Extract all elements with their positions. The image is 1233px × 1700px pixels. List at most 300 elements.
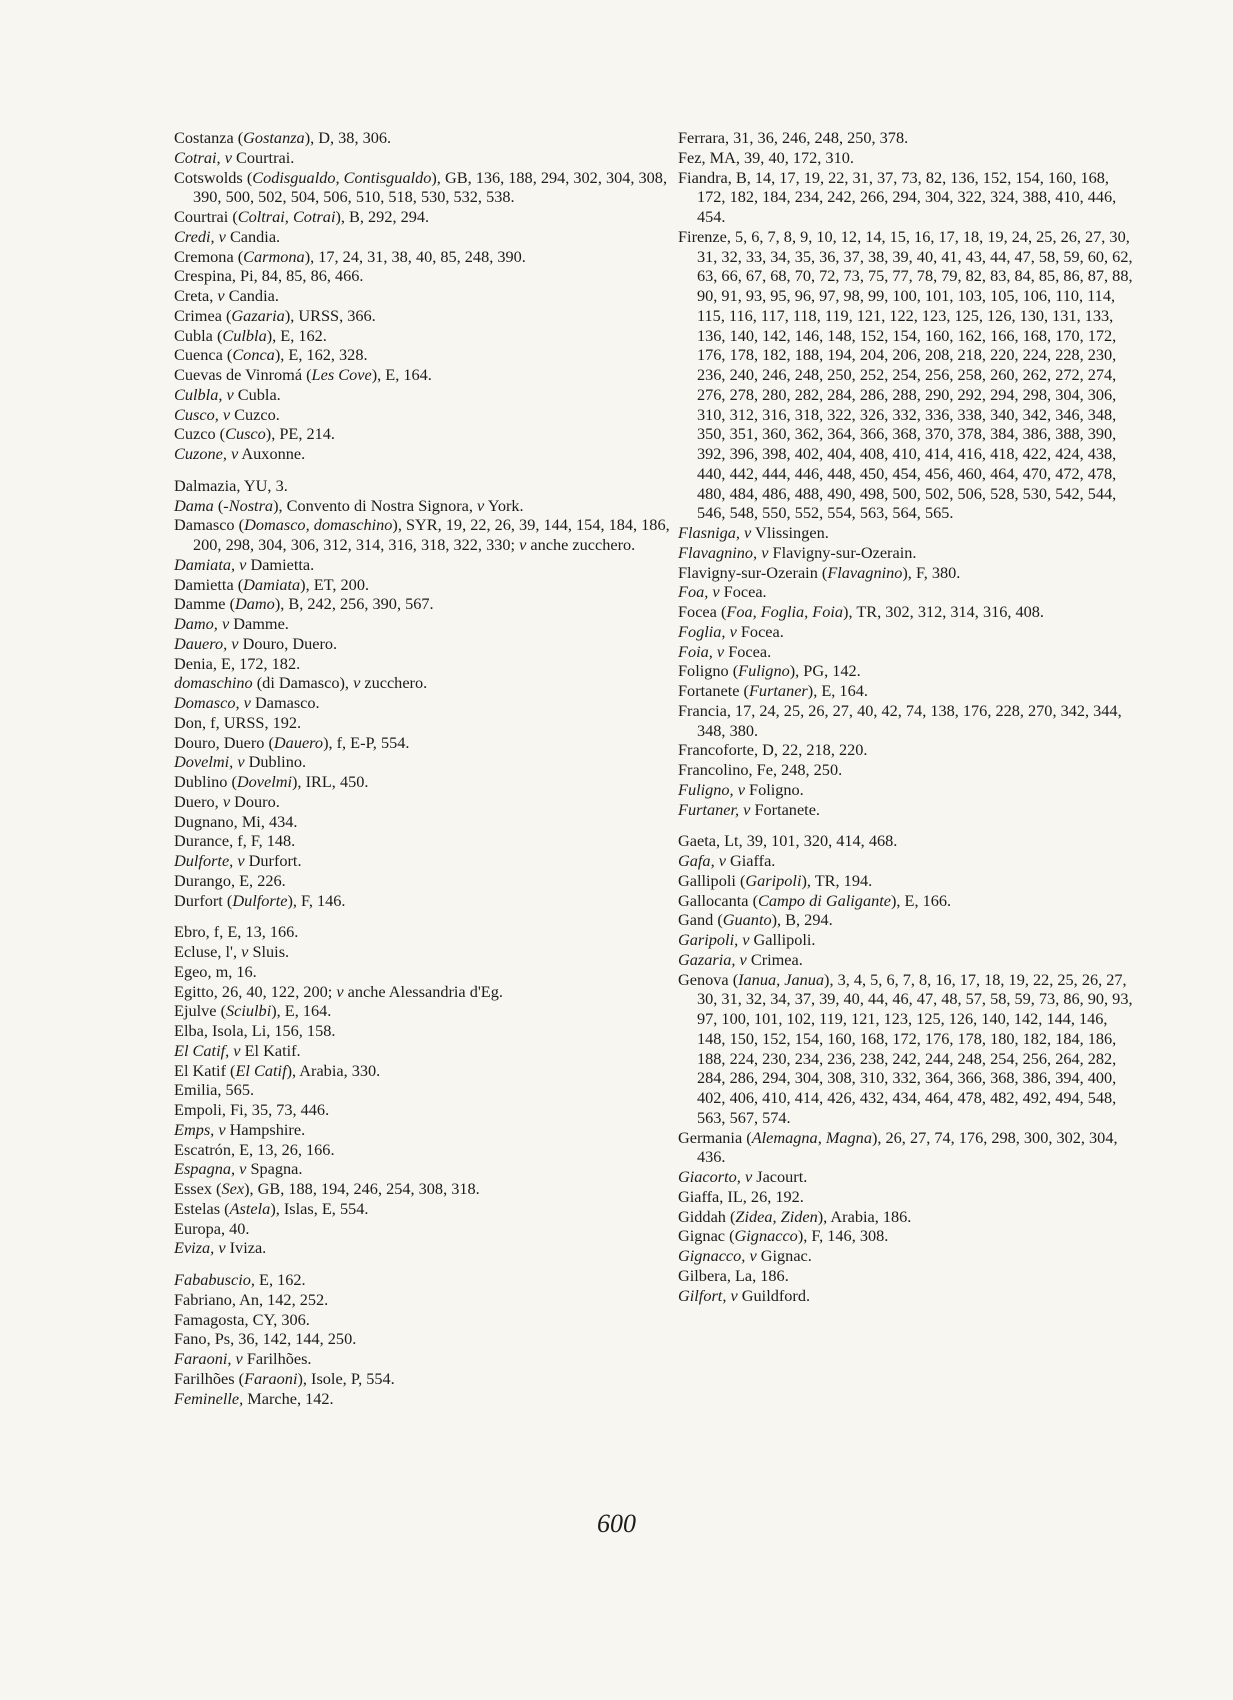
entry-text-italic: v (218, 226, 226, 246)
entry-text: Francoforte, D, 22, 218, 220. (678, 740, 868, 760)
entry-text-italic: Gazaria, (678, 949, 736, 969)
index-entry (678, 681, 1140, 701)
entry-text-italic: v (730, 1285, 738, 1305)
index-entry (174, 1290, 674, 1310)
entry-text: Spagna. (246, 1159, 303, 1179)
entry-text: Cremona ( (174, 246, 244, 266)
entry-text-italic: Ianua, Janua (738, 969, 825, 989)
entry-text: Jacourt. (752, 1167, 808, 1186)
index-entry (174, 168, 674, 208)
index-entry (174, 207, 674, 227)
entry-text: Durango, E, 226. (174, 870, 286, 890)
index-entry (174, 1349, 674, 1369)
entry-text-italic: Foa, (678, 582, 709, 602)
entry-text-italic: v (218, 1238, 226, 1258)
entry-text: Don, f, URSS, 192. (174, 712, 302, 732)
entry-text-italic: Foia, (678, 641, 713, 661)
entry-text-italic: Sciulbi (226, 1001, 272, 1021)
entry-text: ), E, 166. (890, 890, 952, 910)
entry-text: Gallipoli ( (678, 870, 746, 890)
entry-text-italic: Garipoli (745, 870, 802, 890)
index-entry (174, 128, 674, 148)
index-entry (678, 642, 1140, 662)
index-entry (174, 1001, 674, 1021)
index-entry (174, 982, 674, 1002)
index-entry (174, 772, 674, 792)
entry-text-italic: Culbla, (174, 384, 223, 404)
entry-text-italic: v (737, 779, 745, 799)
entry-text: ), B, 292, 294. (335, 207, 430, 226)
index-entry (174, 1179, 674, 1199)
index-entry (678, 622, 1140, 642)
index-entry (174, 922, 674, 942)
entry-text: Egitto, 26, 40, 122, 200; (174, 981, 337, 1001)
entry-text: Gignac ( (678, 1226, 735, 1246)
entry-text: ), B, 294. (771, 910, 833, 930)
index-entry (174, 345, 674, 365)
entry-text-italic: v (217, 286, 225, 305)
index-entry (174, 733, 674, 753)
entry-text-italic: Emps, (174, 1119, 215, 1139)
entry-text: Gignac. (756, 1246, 812, 1265)
entry-text-italic: Gafa, (678, 851, 715, 870)
entry-text-italic: Carmona (243, 246, 305, 266)
entry-text-italic: Foglia, (678, 621, 726, 641)
entry-text-italic: Gazaria (231, 305, 285, 325)
entry-text: Costanza ( (174, 128, 244, 147)
entry-text-italic: v (231, 444, 239, 463)
entry-text: ), Isole, P, 554. (297, 1368, 395, 1388)
index-entry (174, 1270, 674, 1290)
entry-text: Flavigny-sur-Ozerain. (768, 542, 917, 562)
entry-text: ), IRL, 450. (292, 772, 369, 791)
entry-text-italic: Flavagnino, (678, 542, 758, 562)
entry-text: Damasco. (250, 693, 320, 712)
entry-text: Fortanete. (750, 799, 820, 819)
entry-text-italic: v (221, 614, 230, 633)
entry-text-italic: Nostra (228, 495, 274, 515)
index-entry (174, 594, 674, 614)
entry-text-italic: Giacorto, (678, 1167, 741, 1186)
entry-text-italic: v (218, 1119, 226, 1139)
index-entry (174, 962, 674, 982)
entry-text: Essex ( (174, 1179, 222, 1198)
entry-text-italic: Dauero, (174, 633, 228, 653)
index-column-right (678, 128, 1140, 1305)
entry-text: Escatrón, E, 13, 26, 166. (174, 1139, 335, 1159)
entry-text-italic: v (477, 495, 485, 515)
entry-text-italic: Domasco, (174, 693, 240, 712)
entry-text-italic: Fababuscio, (174, 1270, 255, 1289)
entry-text: ), F, 146, 308. (797, 1226, 889, 1246)
index-entry (678, 701, 1140, 741)
entry-text: ), PE, 214. (265, 424, 335, 444)
index-entry (174, 405, 674, 425)
index-entry (174, 1120, 674, 1140)
entry-text: Gaeta, Lt, 39, 101, 320, 414, 468. (678, 831, 898, 851)
index-entry (678, 740, 1140, 760)
entry-text: Dugnano, Mi, 434. (174, 811, 298, 831)
entry-text-italic: v (336, 981, 344, 1001)
index-entry (678, 128, 1140, 148)
index-entry (174, 148, 674, 168)
entry-text: ), Convento di Nostra Signora, (273, 495, 478, 515)
section-gap (174, 464, 674, 476)
index-entry (678, 582, 1140, 602)
index-entry (174, 326, 674, 346)
entry-text: ), 3, 4, 5, 6, 7, 8, 16, 17, 18, 19, 22, 25, 26, 27, 30, 31, 32, 34, 37, 39, 40, 44, 46, 47, 48, 57, 58, 59, 73, 86, 90, 93, 97, 100, 101, 102, 119, 121, 123, 125, 126, 140, 142, 144, 146, 148, 150, 152, 154, 160, 168, 172, 176, 178, 180, 182, 184, 186, 188, 224, 230, 234, 236, 238, 242, 244, 248, 254, 256, 264, 282, 284, 286, 294, 304, 308, 310, 332, 364, 366, 368, 386, 394, 400, 402, 406, 410, 414, 426, 432, 434, 464, 478, 482, 492, 494, 548, 563, 567, 574. (697, 969, 1133, 1127)
entry-text: Douro, Duero ( (174, 732, 274, 752)
entry-text-italic: Conca (232, 345, 275, 365)
index-entry (174, 306, 674, 326)
index-entry (678, 1128, 1140, 1168)
entry-text: Giaffa, IL, 26, 192. (678, 1186, 804, 1206)
entry-text: Durfort. (244, 851, 302, 870)
entry-text: Cuenca ( (174, 345, 233, 365)
entry-text-italic: v (749, 1246, 757, 1265)
entry-text: (- (213, 495, 229, 515)
entry-text-italic: Furtaner, (678, 799, 740, 819)
entry-text: Creta, (174, 286, 218, 305)
entry-text: Iviza. (225, 1238, 267, 1258)
entry-text-italic: v (744, 1167, 753, 1186)
entry-text-italic: Eviza, (174, 1238, 215, 1258)
entry-text-italic: Zidea, Ziden (735, 1206, 818, 1226)
index-entry (678, 760, 1140, 780)
entry-text-italic: Dovelmi (236, 772, 293, 791)
entry-text-italic: Damiata, (174, 554, 236, 574)
entry-text: Fez, MA, 39, 40, 172, 310. (678, 147, 854, 167)
entry-text-italic: Flasniga, (678, 523, 740, 542)
entry-text-italic: Furtaner (748, 681, 808, 700)
index-entry (174, 1238, 674, 1258)
entry-text-italic: Faraoni, (174, 1349, 232, 1368)
entry-text-italic: Damo (235, 594, 275, 614)
entry-text-italic: v (237, 752, 245, 772)
index-column-left (174, 128, 674, 1408)
entry-text-italic: v (243, 693, 251, 712)
entry-text-italic: v (222, 404, 231, 424)
entry-text-italic: Faraoni (244, 1368, 298, 1388)
entry-text: ), TR, 302, 312, 314, 316, 408. (843, 602, 1045, 621)
entry-text-italic: v (519, 535, 527, 554)
entry-text: ), B, 242, 256, 390, 567. (274, 594, 434, 614)
index-entry (174, 1329, 674, 1349)
entry-text: Hampshire. (225, 1119, 306, 1139)
entry-text: anche Alessandria d'Eg. (343, 981, 503, 1001)
entry-text: ), 26, 27, 74, 176, 298, 300, 302, 304, 436. (697, 1127, 1118, 1167)
entry-text-italic: Feminelle, (174, 1388, 244, 1408)
entry-text-italic: El Catif (235, 1060, 287, 1080)
section-gap (174, 910, 674, 922)
entry-text-italic: v (237, 851, 245, 870)
entry-text-italic: v (716, 641, 725, 661)
index-entry (174, 942, 674, 962)
entry-text: Ejulve ( (174, 1001, 226, 1021)
entry-text: Francolino, Fe, 248, 250. (678, 760, 843, 779)
entry-text: ), PG, 142. (789, 661, 861, 681)
entry-text-italic: Domasco, domaschino (244, 515, 393, 535)
entry-text-italic: Gostanza (243, 128, 305, 147)
entry-text: Auxonne. (238, 444, 306, 463)
index-entry (174, 673, 674, 693)
entry-text-italic: El Catif, (174, 1040, 230, 1060)
entry-text: Flavigny-sur-Ozerain ( (678, 562, 828, 582)
index-entry (174, 1080, 674, 1100)
index-entry (174, 365, 674, 385)
index-entry (678, 523, 1140, 543)
entry-text: York. (484, 495, 524, 515)
entry-text: ), f, E-P, 554. (323, 732, 410, 752)
index-entry (174, 476, 674, 496)
index-entry (174, 266, 674, 286)
entry-text-italic: Foa, Foglia, Foia (726, 602, 844, 621)
index-entry (174, 1369, 674, 1389)
entry-text-italic: Cuzone, (174, 444, 227, 463)
index-entry (678, 1187, 1140, 1207)
entry-text: Focea ( (678, 602, 727, 621)
index-entry (678, 950, 1140, 970)
entry-text: ), Arabia, 186. (817, 1206, 912, 1226)
entry-text: Giddah ( (678, 1206, 736, 1226)
entry-text-italic: Damo, (174, 614, 218, 633)
entry-text-italic: Guanto (722, 910, 772, 930)
entry-text-italic: Damiata (243, 574, 301, 594)
entry-text-italic: domaschino (174, 673, 253, 693)
entry-text: Damasco ( (174, 515, 245, 535)
entry-text: Dublino. (244, 752, 307, 772)
index-entry (174, 1041, 674, 1061)
entry-text-italic: v (739, 949, 747, 969)
entry-text: ), F, 380. (902, 562, 961, 582)
entry-text-italic: v (233, 1040, 241, 1060)
entry-text-italic: v (353, 673, 361, 693)
entry-text: zucchero. (360, 673, 428, 693)
entry-text: Francia, 17, 24, 25, 26, 27, 40, 42, 74, 138, 176, 228, 270, 342, 344, 348, 380. (678, 700, 1122, 740)
entry-text-italic: Coltrai, Cotrai (237, 207, 336, 226)
entry-text: Gilbera, La, 186. (678, 1265, 789, 1285)
entry-text: Focea. (724, 641, 772, 661)
entry-text-italic: Astela (229, 1198, 271, 1218)
entry-text: Damietta ( (174, 574, 244, 594)
entry-text: Damietta. (246, 554, 315, 574)
index-entry (678, 148, 1140, 168)
entry-text: ), E, 164. (271, 1001, 332, 1021)
index-entry (174, 614, 674, 634)
index-entry (174, 891, 674, 911)
entry-text: Gallipoli. (749, 930, 816, 949)
entry-text: Ecluse, l', (174, 942, 242, 961)
entry-text: ), E, 162. (266, 325, 327, 345)
entry-text: ), F, 146. (287, 890, 346, 910)
entry-text: Cubla. (233, 384, 281, 404)
index-entry (174, 575, 674, 595)
entry-text: Crimea ( (174, 305, 232, 325)
index-entry (174, 871, 674, 891)
entry-text-italic: Cusco, (174, 404, 219, 424)
index-entry (174, 1159, 674, 1179)
index-entry (678, 851, 1140, 871)
entry-text: ), E, 162, 328. (274, 345, 368, 365)
index-entry (678, 1286, 1140, 1306)
entry-text: Giaffa. (725, 851, 776, 870)
index-entry (678, 543, 1140, 563)
entry-text: ), Arabia, 330. (286, 1060, 381, 1080)
entry-text: ), GB, 188, 194, 246, 254, 308, 318. (244, 1179, 480, 1198)
entry-text-italic: Credi, (174, 226, 215, 246)
entry-text-italic: Dauero (273, 732, 324, 752)
entry-text: ), TR, 194. (801, 870, 873, 890)
entry-text: ), Islas, E, 554. (270, 1198, 369, 1218)
index-entry (678, 910, 1140, 930)
entry-text-italic: v (742, 930, 750, 949)
entry-text-italic: Espagna, (174, 1159, 236, 1179)
entry-text-italic: v (241, 942, 249, 961)
entry-text: Cuzco. (230, 404, 280, 424)
index-entry (174, 713, 674, 733)
entry-text: Gallocanta ( (678, 890, 759, 910)
entry-text: Germania ( (678, 1127, 752, 1147)
index-entry (678, 602, 1140, 622)
index-entry (174, 1061, 674, 1081)
entry-text: Sluis. (248, 942, 290, 961)
index-entry (678, 168, 1140, 227)
entry-text: Courtrai ( (174, 207, 238, 226)
index-entry (678, 831, 1140, 851)
entry-text: Foligno. (744, 779, 804, 799)
entry-text-italic: v (761, 542, 769, 562)
entry-text: E, 162. (254, 1270, 306, 1289)
index-entry (174, 851, 674, 871)
index-entry (174, 1021, 674, 1041)
index-entry (174, 812, 674, 832)
entry-text-italic: Dama (174, 495, 214, 515)
entry-text-italic: Garipoli, (678, 930, 739, 949)
entry-text: El Katif ( (174, 1060, 236, 1080)
entry-text: Elba, Isola, Li, 156, 158. (174, 1021, 336, 1040)
entry-text: Dalmazia, YU, 3. (174, 475, 288, 495)
entry-text-italic: Flavagnino (827, 562, 903, 582)
entry-text: Fano, Ps, 36, 142, 144, 250. (174, 1329, 357, 1349)
index-entry (174, 792, 674, 812)
index-entry (174, 515, 674, 555)
index-entry (678, 1226, 1140, 1246)
entry-text-italic: Fuligno, (678, 779, 734, 799)
entry-text-italic: Sex (221, 1179, 245, 1198)
entry-text-italic: Dulforte, (174, 851, 234, 870)
entry-text-italic: v (239, 1159, 247, 1179)
index-entry (678, 891, 1140, 911)
index-entry (678, 227, 1140, 523)
entry-text-italic: Alemagna, Magna (751, 1127, 872, 1147)
index-entry (174, 752, 674, 772)
entry-text: Durfort ( (174, 890, 233, 910)
entry-text: ), E, 164. (371, 365, 432, 384)
entry-text: ), SYR, 19, 22, 26, 39, 144, 154, 184, 186, 200, 298, 304, 306, 312, 314, 316, 318, 322, 330; (193, 515, 670, 554)
index-entry (174, 555, 674, 575)
entry-text: ), E, 164. (807, 681, 868, 700)
entry-text: Genova ( (678, 969, 739, 989)
entry-text: Damme. (229, 614, 289, 633)
entry-text-italic: Gignacco, (678, 1246, 746, 1265)
index-entry (678, 563, 1140, 583)
index-entry (174, 654, 674, 674)
entry-text: Fiandra, B, 14, 17, 19, 22, 31, 37, 73, 82, 136, 152, 154, 160, 168, 172, 182, 184, 234, 242, 266, 294, 304, 322, 324, 388, 410, 446, 454. (678, 167, 1117, 226)
entry-text: ), 17, 24, 31, 38, 40, 85, 248, 390. (304, 246, 526, 266)
entry-text: Gand ( (678, 910, 723, 930)
entry-text-italic: v (222, 791, 231, 811)
entry-text-italic: Fuligno (738, 661, 790, 681)
index-entry (678, 970, 1140, 1128)
entry-text-italic: Dulforte (232, 890, 288, 910)
entry-text: Candia. (224, 286, 279, 305)
entry-text: Ferrara, 31, 36, 246, 248, 250, 378. (678, 128, 909, 147)
entry-text-italic: v (718, 851, 726, 870)
entry-text-italic: Cotrai, (174, 147, 221, 167)
entry-text: ), D, 38, 306. (304, 128, 392, 147)
entry-text-italic: v (744, 523, 752, 542)
index-entry (678, 871, 1140, 891)
index-entry (174, 444, 674, 464)
entry-text: Douro, Duero. (238, 633, 338, 653)
entry-text: ), ET, 200. (300, 574, 370, 594)
index-entry (678, 1207, 1140, 1227)
entry-text-italic: Gilfort, (678, 1285, 727, 1305)
entry-text: Cuzco ( (174, 424, 226, 444)
entry-text-italic: v (231, 633, 239, 653)
entry-text: Foligno ( (678, 661, 739, 681)
index-entry (174, 1219, 674, 1239)
entry-text-italic: v (235, 1349, 243, 1368)
entry-text: Vlissingen. (751, 523, 829, 542)
entry-text: Candia. (225, 226, 281, 246)
entry-text: Fabriano, An, 142, 252. (174, 1289, 329, 1309)
index-entry (174, 1310, 674, 1330)
index-entry (174, 385, 674, 405)
index-entry (174, 247, 674, 267)
entry-text: Farilhões ( (174, 1368, 245, 1388)
entry-text-italic: v (712, 582, 720, 602)
entry-text-italic: Les Cove (311, 365, 372, 384)
entry-text: ), GB, 136, 188, 294, 302, 304, 308, 390, 500, 502, 504, 506, 510, 518, 530, 532, 538. (193, 167, 668, 207)
entry-text: Firenze, 5, 6, 7, 8, 9, 10, 12, 14, 15, 16, 17, 18, 19, 24, 25, 26, 27, 30, 31, 32, 33, 34, 35, 36, 37, 38, 39, 40, 41, 43, 44, 47, 58, 59, 60, 62, 63, 66, 67, 68, 70, 72, 73, 75, 77, 78, 79, 82, 83, 84, 85, 86, 87, 88, 90, 91, 93, 95, 96, 97, 98, 99, 100, 101, 103, 105, 106, 110, 114, 115, 116, 117, 118, 119, 121, 122, 123, 125, 126, 130, 131, 133, 136, 140, 142, 146, 148, 152, 154, 160, 162, 166, 168, 170, 172, 176, 178, 182, 188, 194, 204, 206, 208, 218, 220, 224, 228, 230, 236, 240, 246, 248, 250, 252, 254, 256, 258, 260, 262, 272, 274, 276, 278, 280, 282, 284, 286, 288, 290, 292, 294, 298, 304, 306, 310, 312, 316, 318, 322, 326, 332, 336, 338, 340, 342, 346, 348, 350, 351, 360, 362, 364, 366, 368, 370, 378, 384, 386, 388, 390, 392, 396, 398, 402, 404, 408, 410, 414, 416, 418, 422, 424, 438, 440, 442, 444, 446, 448, 450, 454, 456, 460, 464, 470, 472, 478, 480, 484, 486, 488, 490, 498, 500, 502, 506, 528, 530, 542, 544, 546, 548, 550, 552, 554, 563, 564, 565. (678, 226, 1133, 523)
entry-text: Douro. (230, 791, 280, 811)
entry-text: Crimea. (746, 949, 803, 969)
entry-text: anche zucchero. (526, 535, 636, 554)
entry-text-italic: Cusco (225, 424, 266, 444)
entry-text: Damme ( (174, 594, 236, 614)
entry-text-italic: Codisgualdo, Contisgualdo (252, 167, 432, 187)
entry-text: Egeo, m, 16. (174, 961, 257, 981)
entry-text: Guildford. (737, 1285, 811, 1305)
entry-text: Cuevas de Vinromá ( (174, 365, 312, 384)
entry-text: Duero, (174, 791, 223, 811)
entry-text-italic: Campo di Galigante (758, 890, 891, 910)
entry-text: Farilhões. (242, 1349, 312, 1368)
entry-text: Denia, E, 172, 182. (174, 653, 301, 673)
index-entry (174, 1140, 674, 1160)
index-entry (174, 286, 674, 306)
entry-text-italic: Culbla (222, 325, 267, 345)
index-entry (678, 1266, 1140, 1286)
index-entry (678, 661, 1140, 681)
index-entry (174, 693, 674, 713)
index-entry (678, 1167, 1140, 1187)
index-entry (678, 930, 1140, 950)
entry-text-italic: v (224, 147, 232, 167)
entry-text: Estelas ( (174, 1198, 230, 1218)
entry-text-italic: v (239, 554, 247, 574)
